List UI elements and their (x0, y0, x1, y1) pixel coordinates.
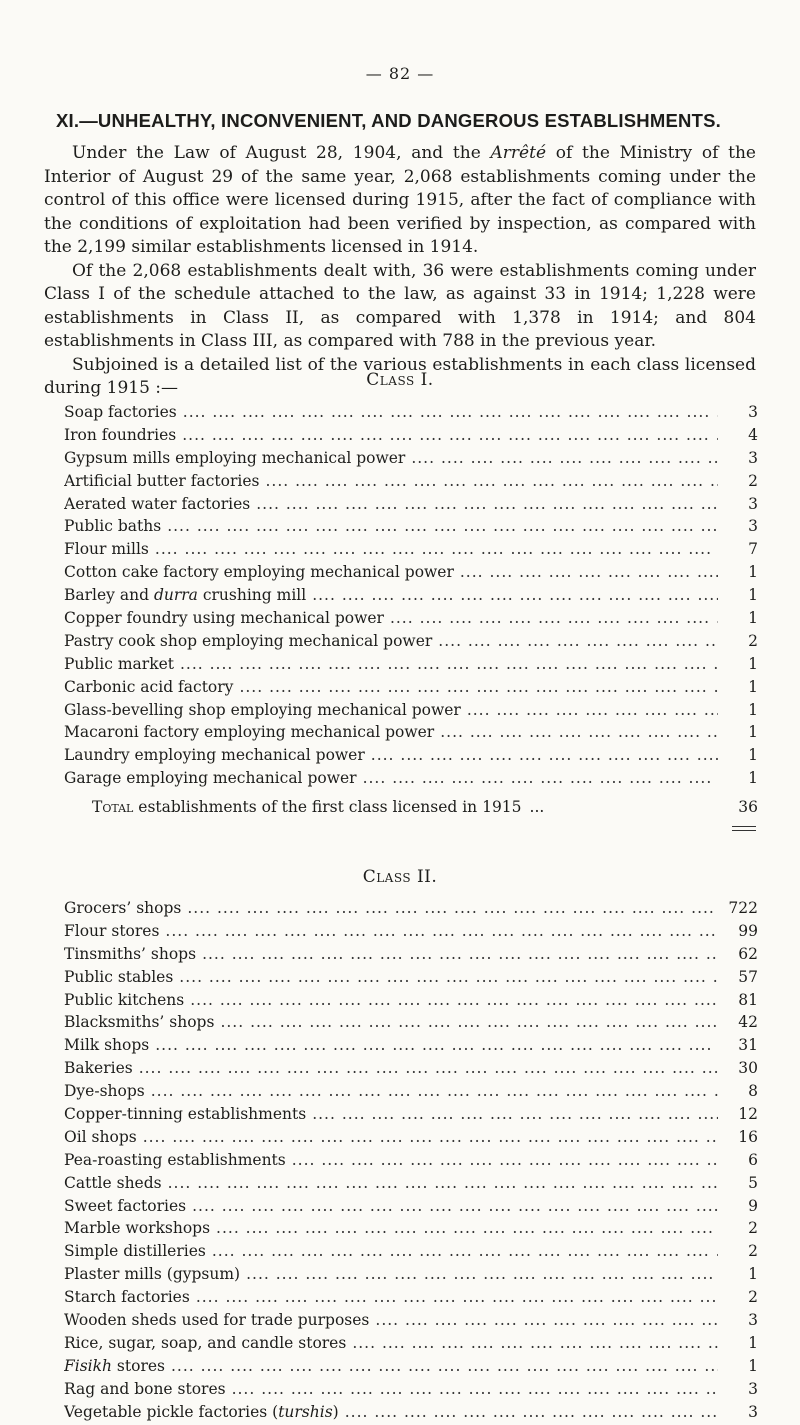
item-label: Gypsum mills employing mechanical power (64, 448, 406, 467)
item-label: Vegetable pickle factories (turshis) (64, 1402, 339, 1421)
list-item (64, 1105, 758, 1128)
item-label: Bakeries (64, 1059, 133, 1078)
item-count: 42 (738, 1013, 758, 1032)
item-count: 1 (748, 1356, 758, 1375)
item-label: Flour mills (64, 540, 149, 559)
item-count: 12 (738, 1105, 758, 1124)
item-label: Dye-shops (64, 1082, 145, 1101)
item-count: 9 (748, 1196, 758, 1215)
dot-leader (434, 723, 718, 741)
item-label: Fisikh stores (64, 1356, 165, 1375)
class-1-heading: Class I. (366, 370, 434, 390)
item-count: 1 (748, 654, 758, 673)
dot-leader (346, 1334, 718, 1352)
total-label-word: Total (92, 798, 134, 816)
item-count: 1 (748, 609, 758, 628)
item-count: 16 (738, 1127, 758, 1146)
list-item (64, 655, 758, 678)
dot-leader (173, 968, 718, 986)
list-item (64, 632, 758, 655)
item-count: 57 (738, 967, 758, 986)
dot-leader (454, 563, 718, 581)
item-label: Laundry employing mechanical power (64, 746, 365, 765)
dot-leader (214, 1013, 718, 1031)
dot-leader (286, 1151, 718, 1169)
list-item (64, 403, 758, 426)
dot-leader (174, 655, 718, 673)
item-label: Macaroni factory employing mechanical power (64, 723, 435, 742)
list-item (64, 723, 758, 746)
item-label: Sweet factories (64, 1196, 187, 1215)
class-2-heading: Class II. (362, 867, 438, 887)
item-label: Milk shops (64, 1036, 150, 1055)
list-item (64, 1151, 758, 1174)
item-label: Aerated water factories (64, 494, 251, 513)
list-item (64, 678, 758, 701)
item-count: 62 (738, 944, 758, 963)
item-label: Public kitchens (64, 990, 185, 1009)
list-item (64, 968, 758, 991)
item-count: 2 (748, 1219, 758, 1238)
item-count: 1 (748, 723, 758, 742)
list-item (64, 426, 758, 449)
italic-term: turshis (278, 1402, 333, 1421)
item-count: 1 (748, 586, 758, 605)
item-count: 3 (748, 1311, 758, 1330)
list-item (64, 1128, 758, 1151)
item-count: 1 (748, 746, 758, 765)
class-1-list (64, 403, 758, 792)
dot-leader (162, 1174, 718, 1192)
list-item (64, 899, 758, 922)
item-label: Rag and bone stores (64, 1379, 226, 1398)
dot-leader (306, 586, 718, 604)
item-count: 99 (738, 921, 758, 940)
item-label: Public stables (64, 967, 174, 986)
item-label: Glass-bevelling shop employing mechanical power (64, 700, 461, 719)
paragraph-2: Of the 2,068 establishments dealt with, 36 were establishments coming under Class I of the schedule attached to the law, as against 33 in 1914; 1,228 were establishments in Class II, as compared with 1,378 in 1914; and 804 establishments in Class III, as compared with 788 in the previous year. (44, 260, 756, 351)
dot-leader (184, 991, 718, 1009)
italic-term: durra (153, 586, 198, 605)
item-label: Cotton cake factory employing mechanical power (64, 563, 454, 582)
dot-leader (176, 426, 718, 444)
italic-term: Arrêté (490, 143, 547, 163)
item-label: Public market (64, 654, 174, 673)
dot-leader (233, 678, 718, 696)
item-label: Rice, sugar, soap, and candle stores (64, 1333, 347, 1352)
list-item (64, 1242, 758, 1265)
dot-leader (339, 1403, 718, 1421)
dot-leader (306, 1105, 718, 1123)
dot-leader (181, 899, 718, 917)
item-label: Wooden sheds used for trade purposes (64, 1311, 370, 1330)
item-label: Cattle sheds (64, 1173, 162, 1192)
list-item (64, 1013, 758, 1036)
dot-leader (137, 1128, 718, 1146)
dot-leader (133, 1059, 718, 1077)
dot-leader (149, 540, 718, 558)
list-item (64, 472, 758, 495)
item-count: 1 (748, 769, 758, 788)
item-count: 2 (748, 471, 758, 490)
item-label: Pastry cook shop employing mechanical power (64, 631, 433, 650)
dot-leader (186, 1197, 718, 1215)
item-label: Oil shops (64, 1127, 137, 1146)
list-item (64, 945, 758, 968)
item-count: 3 (748, 448, 758, 467)
dot-leader (250, 495, 718, 513)
list-item (64, 1197, 758, 1220)
dot-leader (159, 922, 718, 940)
paragraph-1: Under the Law of August 28, 1904, and the Arrêté of the Ministry of the Interior of August 29 of the same year, 2,068 establishments coming under the control of this office were licensed during 1915, after the fact of compliance with the conditions of exploitation had been verified by inspection, as compared with the 2,199 similar establishments licensed in 1914. (44, 143, 756, 257)
item-label: Artificial butter factories (64, 471, 260, 490)
item-label: Blacksmiths’ shops (64, 1013, 215, 1032)
list-item (64, 701, 758, 724)
item-count: 722 (728, 899, 758, 917)
item-label: Garage employing mechanical power (64, 769, 357, 788)
item-label: Pea-roasting establishments (64, 1150, 286, 1169)
item-label: Copper-tinning establishments (64, 1105, 307, 1124)
dot-leader (226, 1380, 718, 1398)
list-item (64, 1288, 758, 1311)
dot-leader (190, 1288, 718, 1306)
item-count: 1 (748, 677, 758, 696)
list-item (64, 609, 758, 632)
item-count: 2 (748, 631, 758, 650)
item-label: Iron foundries (64, 425, 177, 444)
item-count: 3 (748, 403, 758, 421)
list-item (64, 991, 758, 1014)
dot-leader (177, 403, 718, 421)
dot-leader (259, 472, 718, 490)
page-number: — 82 — (365, 64, 435, 83)
item-count: 6 (748, 1150, 758, 1169)
item-label: Carbonic acid factory (64, 677, 234, 696)
dot-leader (165, 1357, 718, 1375)
item-count: 1 (748, 1265, 758, 1284)
dot-leader (432, 632, 718, 650)
item-count: 2 (748, 1288, 758, 1307)
list-item (64, 517, 758, 540)
total-count: 36 (738, 798, 758, 816)
list-item (64, 1380, 758, 1403)
item-count: 3 (748, 1379, 758, 1398)
list-item (64, 586, 758, 609)
italic-term: Fisikh (64, 1356, 112, 1375)
item-label: Plaster mills (gypsum) (64, 1265, 241, 1284)
item-count: 1 (748, 1333, 758, 1352)
item-label: Simple distilleries (64, 1242, 206, 1261)
dot-leader (369, 1311, 718, 1329)
intro-text (44, 142, 756, 401)
list-item (64, 746, 758, 769)
list-item (64, 1334, 758, 1357)
class-1-total-row (92, 798, 758, 816)
list-item (64, 1219, 758, 1242)
item-count: 5 (748, 1173, 758, 1192)
item-count: 30 (738, 1059, 758, 1078)
list-item (64, 540, 758, 563)
dot-leader (405, 449, 718, 467)
list-item (64, 1357, 758, 1380)
dot-leader (357, 769, 718, 787)
total-double-rule (732, 826, 756, 831)
item-count: 3 (748, 494, 758, 513)
list-item (64, 1082, 758, 1105)
list-item (64, 563, 758, 586)
item-label: Barley and durra crushing mill (64, 586, 307, 605)
item-label: Grocers’ shops (64, 899, 182, 917)
item-label: Tinsmiths’ shops (64, 944, 197, 963)
list-item (64, 1403, 758, 1425)
item-label: Flour stores (64, 921, 160, 940)
item-label: Marble workshops (64, 1219, 211, 1238)
item-count: 1 (748, 700, 758, 719)
dot-leader (461, 701, 718, 719)
list-item (64, 1059, 758, 1082)
item-count: 81 (738, 990, 758, 1009)
total-label (92, 798, 522, 816)
dot-leader (365, 746, 718, 764)
dot-leader (384, 609, 718, 627)
list-item (64, 1311, 758, 1334)
item-count: 31 (738, 1036, 758, 1055)
total-label-rest: establishments of the first class licensed in 1915 (138, 798, 522, 816)
list-item (64, 495, 758, 518)
item-label: Starch factories (64, 1288, 190, 1307)
item-label: Public baths (64, 517, 162, 536)
dot-leader (161, 517, 718, 535)
paragraph-3: Subjoined is a detailed list of the various establishments in each class licensed during 1915 :— (44, 354, 756, 398)
item-count: 8 (748, 1082, 758, 1101)
item-label: Copper foundry using mechanical power (64, 609, 384, 628)
dot-leader (210, 1219, 718, 1237)
dot-leader (149, 1036, 718, 1054)
item-count: 7 (748, 540, 758, 559)
class-2-list (64, 899, 758, 1425)
item-count: 4 (748, 425, 758, 444)
item-count: 3 (748, 517, 758, 536)
dot-leader (206, 1242, 718, 1260)
list-item (64, 1265, 758, 1288)
dot-leader (145, 1082, 718, 1100)
item-label: Soap factories (64, 403, 177, 421)
dot-leader (196, 945, 718, 963)
section-title: XI.—UNHEALTHY, INCONVENIENT, AND DANGEROUS ESTABLISHMENTS. (56, 110, 721, 131)
list-item (64, 449, 758, 472)
list-item (64, 769, 758, 792)
list-item (64, 1174, 758, 1197)
item-count: 2 (748, 1242, 758, 1261)
item-count: 1 (748, 563, 758, 582)
dot-leader (240, 1265, 718, 1283)
list-item (64, 922, 758, 945)
total-leader: ... (529, 798, 545, 816)
list-item (64, 1036, 758, 1059)
item-count: 3 (748, 1402, 758, 1421)
